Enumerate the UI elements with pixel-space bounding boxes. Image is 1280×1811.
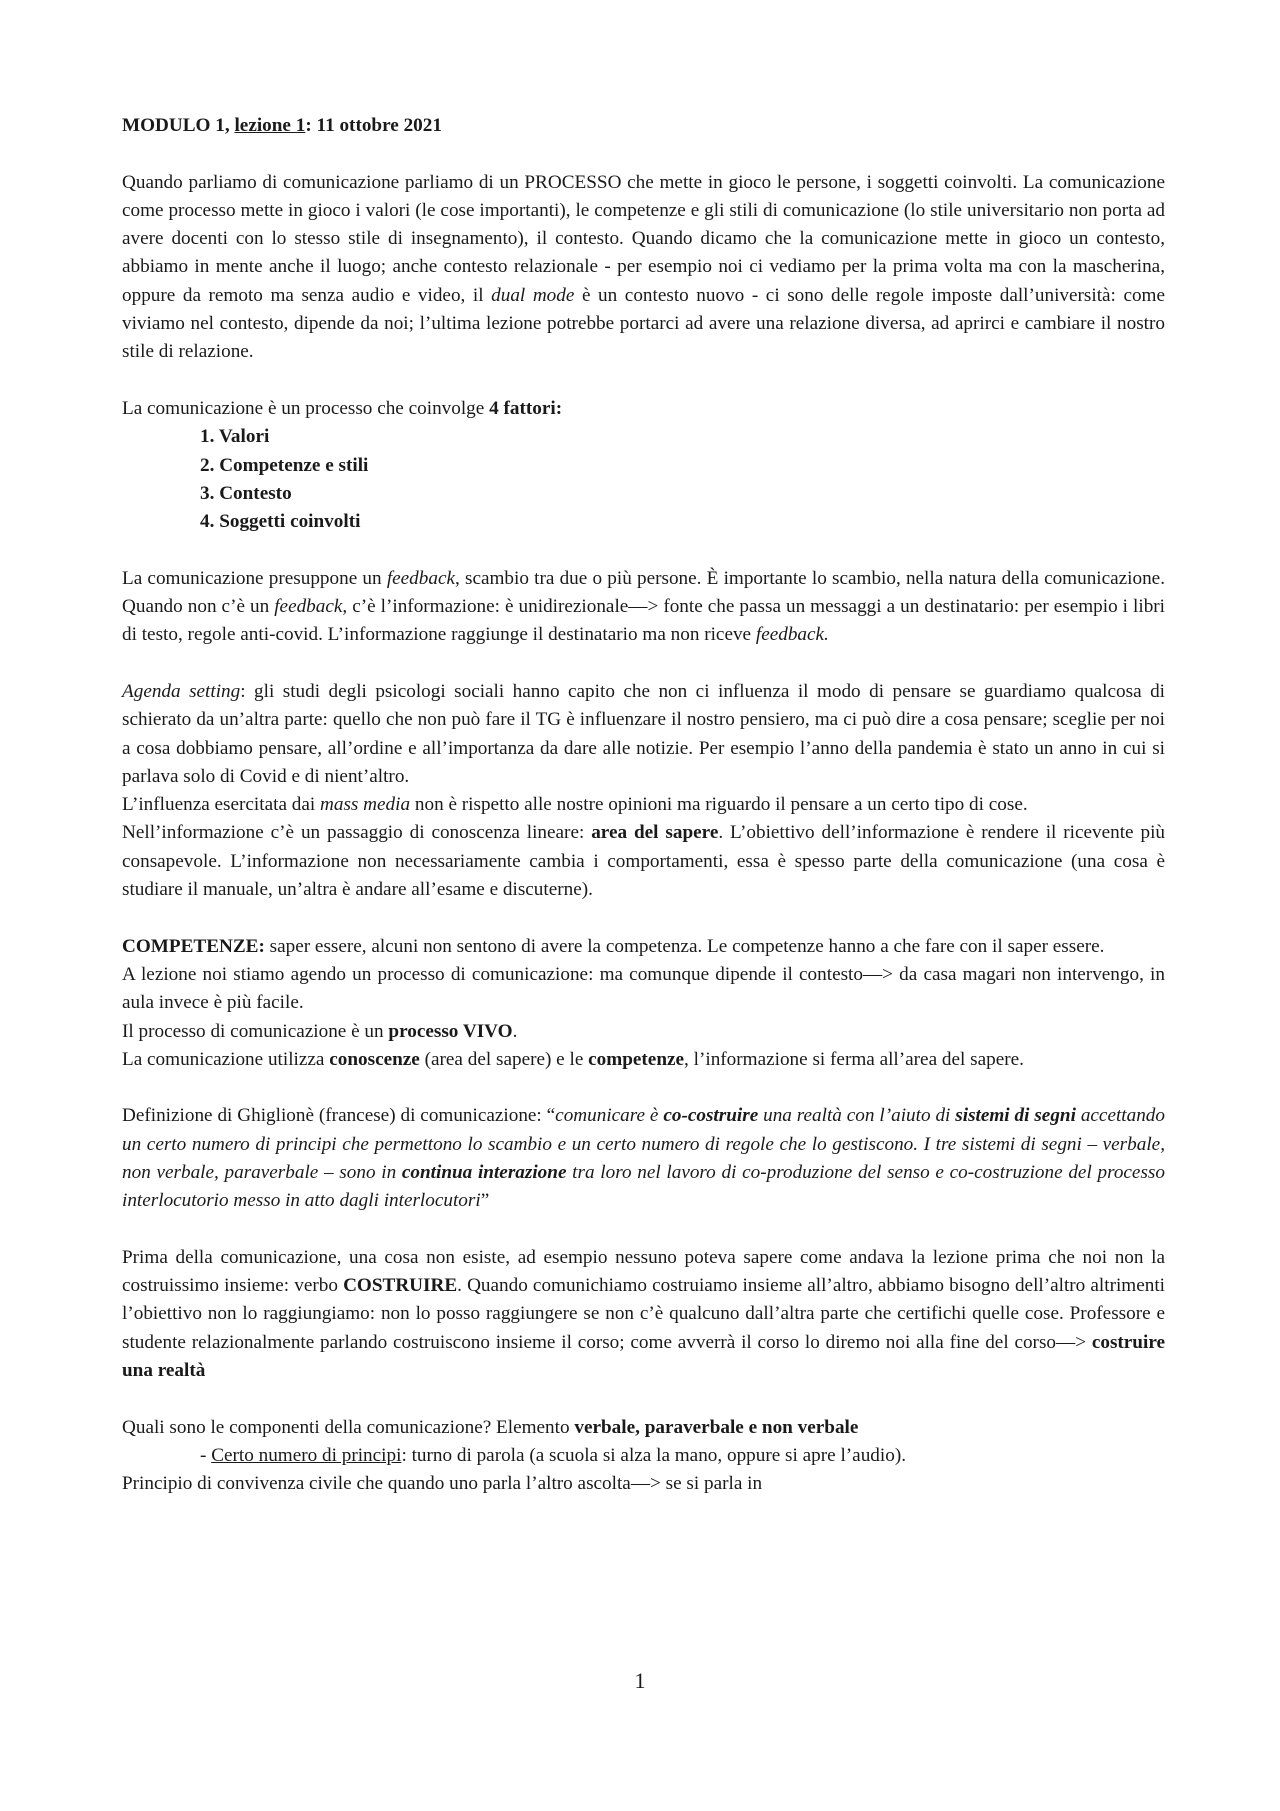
module-label: MODULO 1, bbox=[122, 115, 235, 136]
lesson-heading bbox=[122, 112, 1165, 140]
paragraph-lezione: A lezione noi stiamo agendo un processo di comunicazione: ma comunque dipende il contesto—> da casa magari non intervengo, in aula invece è più facile. bbox=[122, 963, 1165, 1014]
list-item: 2. Competenze e stili bbox=[200, 454, 369, 476]
list-item: - Certo numero di principi: turno di parola (a scuola si alza la mano, oppure si apre l’audio). bbox=[200, 1444, 906, 1466]
page-number: 1 bbox=[634, 1668, 646, 1693]
paragraph-feedback: La comunicazione presuppone un feedback, scambio tra due o più persone. È importante lo scambio, nella natura della comunicazione. Quando non c’è un feedback, c’è l’informazione: è unidirezionale—> fonte che passa un messaggi a un destinatario: per esempio i libri di testo, regole anti-covid. L’informazione raggiunge il destinatario ma non riceve feedback. bbox=[122, 567, 1166, 646]
paragraph-fattori: La comunicazione è un processo che coinvolge 4 fattori: bbox=[122, 397, 563, 419]
paragraph-agenda-setting: Agenda setting: gli studi degli psicologi sociali hanno capito che non ci influenza il modo di pensare se guardiamo qualcosa di schierato da un’altra parte: quello che non può fare il TG è influenzare il nostro pensiero, ma ci può dire a cosa pensare; sceglie per noi a cosa dobbiamo pensare, all’ordine e all’importanza da dare alle notizie. Per esempio l’anno della pandemia è stato un anno in cui si parlava solo di Covid e di nient’altro. bbox=[122, 680, 1165, 787]
list-item: 1. Valori bbox=[200, 426, 270, 448]
paragraph-processo-vivo: Il processo di comunicazione è un processo VIVO. bbox=[122, 1020, 518, 1042]
paragraph-componenti: Quali sono le componenti della comunicazione? Elemento verbale, paraverbale e non verbale bbox=[122, 1416, 859, 1438]
list-item: 3. Contesto bbox=[200, 482, 292, 504]
paragraph-informazione: Nell’informazione c’è un passaggio di conoscenza lineare: area del sapere. L’obiettivo dell’informazione è rendere il ricevente più consapevole. L’informazione non necessariamente cambia i comportamenti, essa è spesso parte della comunicazione (una cosa è studiare il manuale, un’altra è andare all’esame e discuterne). bbox=[122, 822, 1166, 901]
document-page bbox=[122, 112, 1165, 1499]
paragraph-mass-media: L’influenza esercitata dai mass media non è rispetto alle nostre opinioni ma riguardo il pensare a un certo tipo di cose. bbox=[122, 794, 1028, 816]
list-item: 4. Soggetti coinvolti bbox=[200, 511, 361, 533]
paragraph-conoscenze: La comunicazione utilizza conoscenze (area del sapere) e le competenze, l’informazione si ferma all’area del sapere. bbox=[122, 1048, 1024, 1070]
paragraph-processo: Quando parliamo di comunicazione parliamo di un PROCESSO che mette in gioco le persone, i soggetti coinvolti. La comunicazione come processo mette in gioco i valori (le cose importanti), le competenze e gli stili di comunicazione (lo stile universitario non porta ad avere docenti con lo stesso stile di insegnamento), il contesto. Quando dicamo che la comunicazione mette in gioco un contesto, abbiamo in mente anche il luogo; anche contesto relazionale - per esempio noi ci vediamo per la prima volta ma con la mascherina, oppure da remoto ma senza audio e video, il dual mode è un contesto nuovo - ci sono delle regole imposte dall’università: come viviamo nel contesto, dipende da noi; l’ultima lezione potrebbe portarci ad avere una relazione diversa, ad aprirci e cambiare il nostro stile di relazione. bbox=[122, 171, 1165, 363]
paragraph-costruire: Prima della comunicazione, una cosa non esiste, ad esempio nessuno poteva sapere come andava la lezione prima che noi non la costruissimo insieme: verbo COSTRUIRE. Quando comunichiamo costruiamo insieme all’altro, abbiamo bisogno dell’altro altrimenti l’obiettivo non lo raggiungiamo: non lo posso raggiungere se non c’è qualcuno dall’altra parte che certifichi quelle cose. Professore e studente relazionalmente parlando costruiscono insieme il corso; come avverrà il corso lo diremo noi alla fine del corso—> costruire una realtà bbox=[122, 1246, 1165, 1382]
factors-list bbox=[122, 423, 1165, 536]
lesson-date: : 11 ottobre 2021 bbox=[305, 115, 442, 136]
paragraph-definizione: Definizione di Ghiglionè (francese) di comunicazione: “comunicare è co-costruire una realtà con l’aiuto di sistemi di segni accettando un certo numero di principi che permettono lo scambio e un certo numero di regole che lo gestiscono. I tre sistemi di segni – verbale, non verbale, paraverbale – sono in continua interazione tra loro nel lavoro di co-produzione del senso e co-costruzione del processo interlocutorio messo in atto dagli interlocutori” bbox=[122, 1105, 1165, 1212]
paragraph-convivenza: Principio di convivenza civile che quando uno parla l’altro ascolta—> se si parla in bbox=[122, 1473, 763, 1495]
paragraph-competenze: COMPETENZE: saper essere, alcuni non sentono di avere la competenza. Le competenze hanno a che fare con il saper essere. bbox=[122, 935, 1105, 957]
lesson-label: lezione 1 bbox=[234, 115, 306, 136]
